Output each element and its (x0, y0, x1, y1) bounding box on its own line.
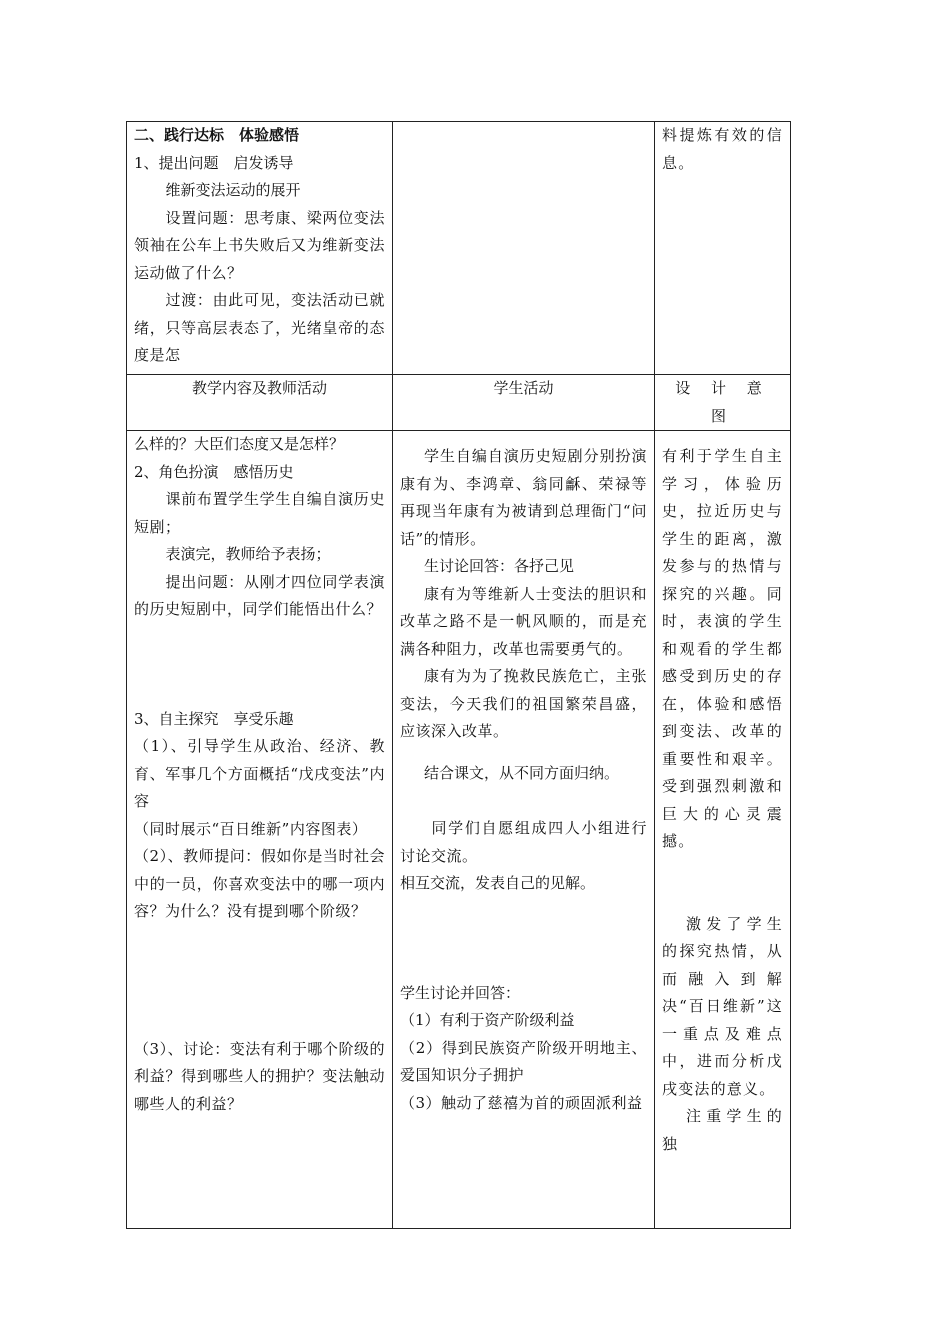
student-activity-answer-2: 康有为为了挽救民族危亡，主张变法，今天我们的祖国繁荣昌盛，应该深入改革。 (400, 667, 647, 740)
table-row (127, 122, 791, 375)
student-activity-summarize: 结合课文，从不同方面归纳。 (424, 763, 620, 782)
student-activity-group: 同学们自愿组成四人小组进行讨论交流。 (400, 819, 647, 865)
student-activity-play: 学生自编自演历史短剧分别扮演康有为、李鸿章、翁同龢、荣禄等再现当年康有为被请到总理衙门“问话”的情形。 (400, 447, 647, 548)
step3-item-1-note: （同时展示“百日维新”内容图表） (134, 819, 368, 838)
design-note-explore: 激发了学生的探究热情，从而融入到解决“百日维新”这一重点及难点中，进而分析戊戌变法的意义。 (662, 914, 783, 1098)
continuation-text: 么样的？大臣们态度又是怎样？ (134, 435, 345, 453)
step3-title: 3、自主探究 享受乐趣 (134, 709, 294, 728)
step2-instruction: 课前布置学生学生自编自演历史短剧； (134, 490, 385, 536)
step2-praise: 表演完，教师给予表扬； (165, 545, 331, 563)
student-activity-discuss: 生讨论回答：各抒己见 (424, 557, 575, 575)
design-intent-cell (655, 431, 791, 1229)
student-answer-3: （3）触动了慈禧为首的顽固派利益 (400, 1093, 643, 1112)
lesson-plan-table (126, 121, 791, 1229)
student-answer-2: （2）得到民族资产阶级开明地主、爱国知识分子拥护 (400, 1038, 647, 1084)
section-heading: 二、践行达标 体验感悟 (134, 126, 300, 144)
teacher-activity-cell (127, 122, 393, 375)
student-activity-cell (393, 122, 655, 375)
student-activity-exchange: 相互交流，发表自己的见解。 (400, 874, 596, 892)
step2-question: 提出问题：从刚才四位同学表演的历史短剧中，同学们能悟出什么？ (134, 572, 385, 618)
step1-title: 1、提出问题 启发诱导 (134, 153, 294, 172)
step3-item-2: （2）、教师提问：假如你是当时社会中的一员，你喜欢变法中的哪一项内容？为什么？没有提到哪个阶级？ (134, 847, 385, 920)
student-activity-cell (393, 431, 655, 1229)
design-intent-cell (655, 122, 791, 375)
header-design-intent: 设 计 意 图 (655, 375, 791, 431)
step3-item-3: （3）、讨论：变法有利于哪个阶级的利益？得到哪些人的拥护？变法触动哪些人的利益？ (134, 1039, 385, 1113)
table-row (127, 431, 791, 1229)
teacher-activity-cell (127, 431, 393, 1229)
table-header-row (127, 375, 791, 431)
step1-transition: 过渡：由此可见，变法活动已就绪，只等高层表态了，光绪皇帝的态度是怎 (134, 291, 385, 364)
step2-title: 2、角色扮演 感悟历史 (134, 462, 294, 481)
student-activity-answer-1: 康有为等维新人士变法的胆识和改革之路不是一帆风顺的，而是充满各种阻力，改革也需要勇气的。 (400, 584, 647, 658)
header-teacher-activity: 教学内容及教师活动 (127, 375, 393, 431)
design-note-roleplay: 有利于学生自主学习，体验历史，拉近历史与学生的距离，激发参与的热情与探究的兴趣。同时，表演的学生和观看的学生都感受到历史的存在，体验和感悟到变法、改革的重要性和艰辛。受到强烈刺激和巨大的心灵震撼。 (662, 447, 783, 850)
design-note: 料提炼有效的信息。 (662, 126, 783, 172)
design-note-independent: 注重学生的独 (662, 1107, 783, 1153)
step1-question: 设置问题：思考康、梁两位变法领袖在公车上书失败后又为维新变法运动做了什么？ (134, 208, 385, 282)
step1-topic: 维新变法运动的展开 (165, 181, 301, 199)
step3-item-1: （1）、引导学生从政治、经济、教育、军事几个方面概括“戊戌变法”内容 (134, 737, 385, 810)
student-answer-title: 学生讨论并回答： (400, 983, 521, 1002)
header-student-activity: 学生活动 (393, 375, 655, 431)
student-answer-1: （1）有利于资产阶级利益 (400, 1011, 575, 1029)
